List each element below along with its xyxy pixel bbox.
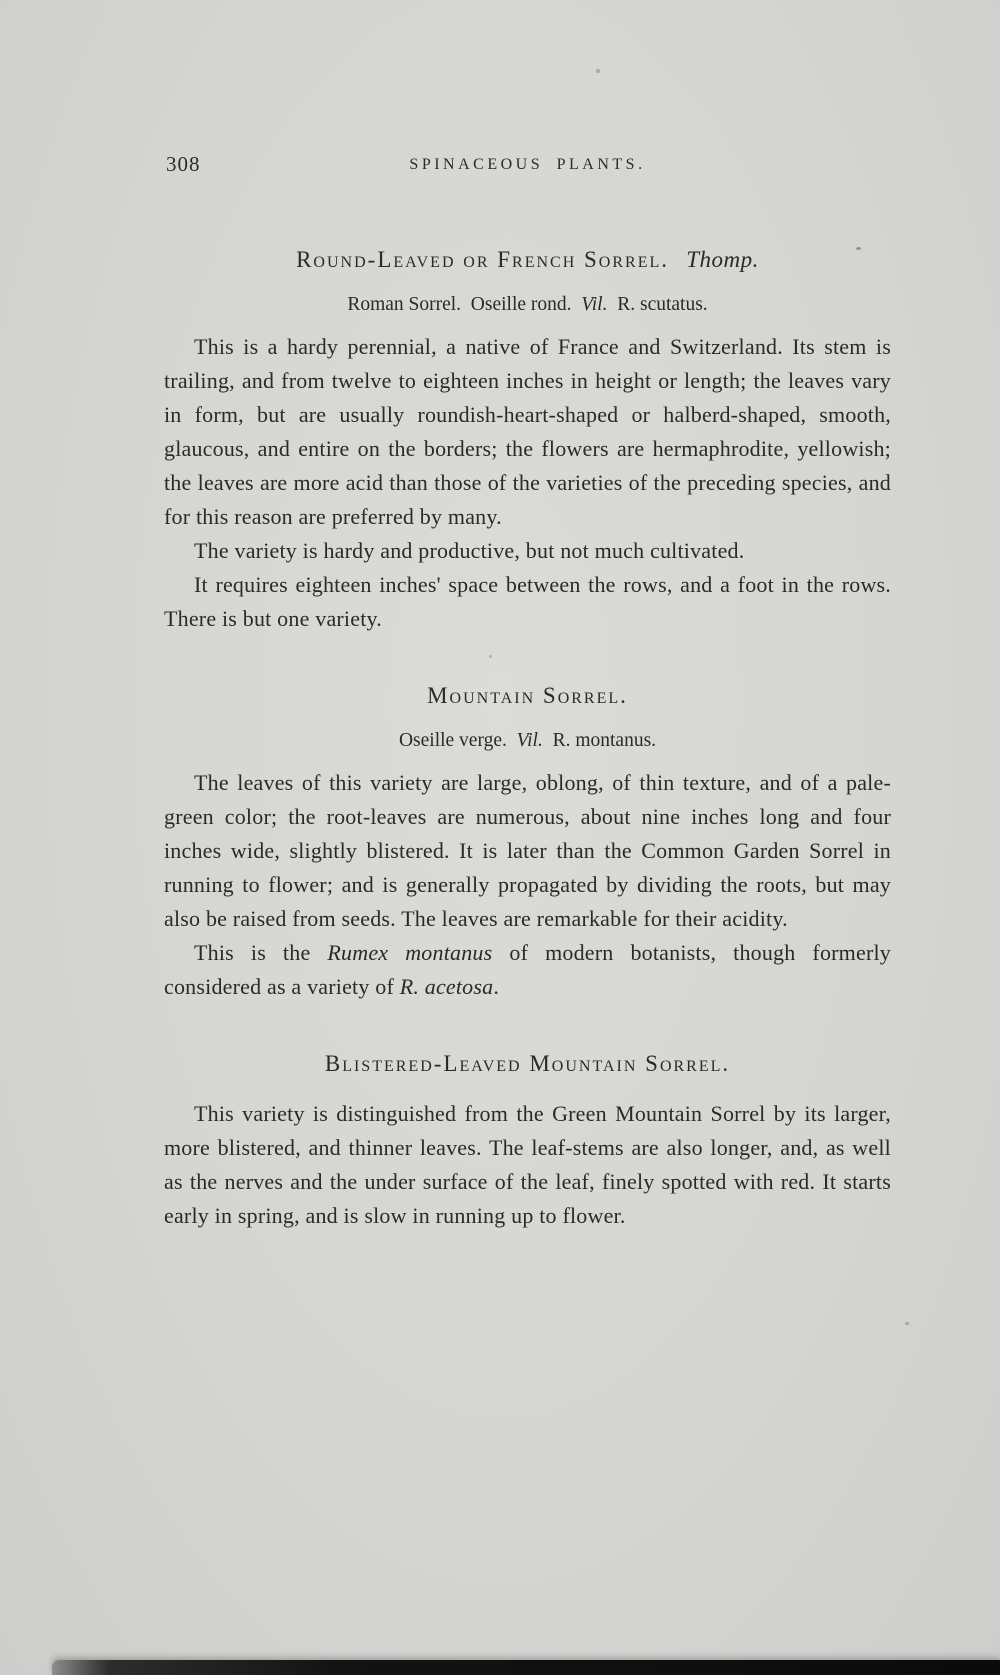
section-heading: Blistered-Leaved Mountain Sorrel. — [324, 1051, 731, 1076]
section-subheading: Oseille verge. Vil. R. montanus. — [398, 730, 657, 751]
section-blistered-leaved-mountain-sorrel — [164, 1050, 891, 1233]
scan-speck — [489, 655, 492, 658]
paragraph: The variety is hardy and productive, but not much cultivated. — [194, 538, 745, 563]
section-round-leaved-french-sorrel — [164, 246, 891, 636]
paragraph: The leaves of this variety are large, oblong, of thin texture, and of a pale-green color; the root-leaves are numerous, about nine inches long and four inches wide, slightly blistered. It is later than the Common Garden Sorrel in running to flower; and is generally propagated by dividing the roots, but may also be raised from seeds. The leaves are remarkable for their acidity. — [164, 770, 891, 931]
section-heading: Round-Leaved or French Sorrel. Thomp. — [296, 247, 759, 272]
paragraph: It requires eighteen inches' space between the rows, and a foot in the rows. There is but one variety. — [164, 572, 891, 631]
scan-speck — [856, 247, 861, 250]
paragraph: This is a hardy perennial, a native of France and Switzerland. Its stem is trailing, and from twelve to eighteen inches in height or length; the leaves vary in form, but are usually roundish-heart-shaped or halberd-shaped, smooth, glaucous, and entire on the borders; the flowers are hermaphrodite, yellowish; the leaves are more acid than those of the varieties of the preceding species, and for this reason are preferred by many. — [164, 334, 891, 529]
paragraph: This is the Rumex montanus of modern botanists, though formerly considered as a variety of R. acetosa. — [164, 940, 891, 999]
section-subheading: Roman Sorrel. Oseille rond. Vil. R. scutatus. — [347, 294, 708, 315]
running-title: SPINACEOUS PLANTS. — [409, 156, 646, 173]
paragraph: This variety is distinguished from the Green Mountain Sorrel by its larger, more blistered, and thinner leaves. The leaf-stems are also longer, and, as well as the nerves and the under surface of the leaf, finely spotted with red. It starts early in spring, and is slow in running up to flower. — [164, 1101, 891, 1228]
scan-speck — [596, 69, 600, 73]
scan-speck — [905, 1322, 909, 1325]
section-heading: Mountain Sorrel. — [427, 683, 628, 708]
page-number: 308 — [166, 152, 201, 176]
running-header — [164, 152, 891, 180]
scan-bottom-edge-shadow — [52, 1660, 1000, 1675]
section-mountain-sorrel — [164, 682, 891, 1004]
page-body — [164, 246, 891, 1233]
